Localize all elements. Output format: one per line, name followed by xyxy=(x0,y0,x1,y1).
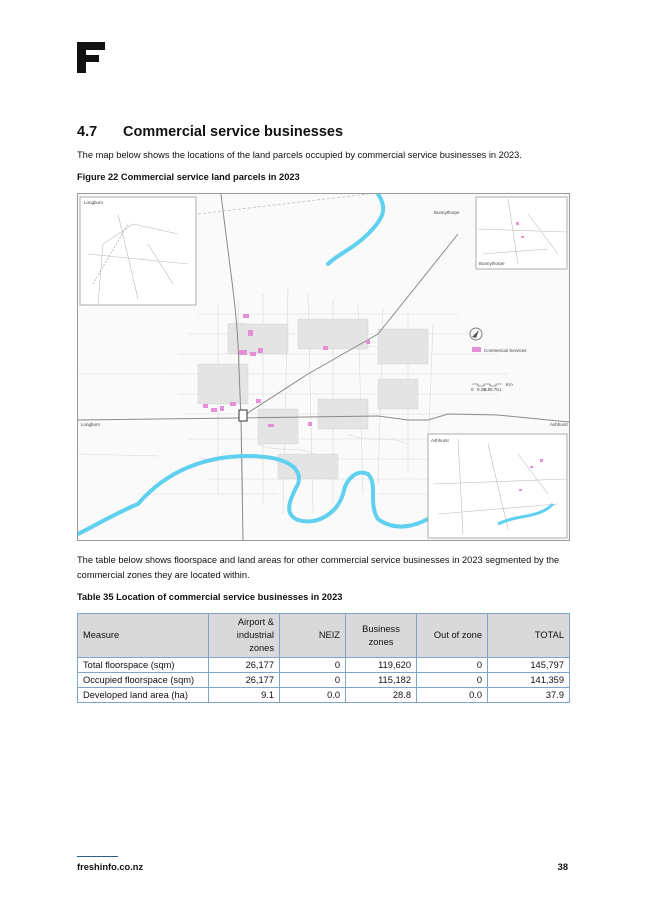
place-label-longburn: Longburn xyxy=(81,422,101,427)
table-cell: 9.1 xyxy=(209,688,280,703)
commercial-services-table xyxy=(77,613,570,703)
col-header-measure: Measure xyxy=(78,614,209,658)
legend-swatch-icon xyxy=(472,347,481,352)
intro-paragraph: The map below shows the locations of the land parcels occupied by commercial service businesses in 2023. xyxy=(77,150,522,160)
table-cell: 0 xyxy=(417,673,488,688)
table-cell: 28.8 xyxy=(346,688,417,703)
col-header-total: TOTAL xyxy=(488,614,570,658)
col-header-airport-industrial: Airport & industrial zones xyxy=(209,614,280,658)
table-cell: 119,620 xyxy=(346,658,417,673)
scale-unit: Km xyxy=(506,382,513,387)
footer-rule xyxy=(77,856,118,857)
scale-tick-2: 0.5 xyxy=(484,387,491,392)
table-cell: 145,797 xyxy=(488,658,570,673)
table-cell: 37.9 xyxy=(488,688,570,703)
inset-label-longburn: Longburn xyxy=(84,200,104,205)
table-header-row xyxy=(78,614,570,658)
figure-caption: Figure 22 Commercial service land parcels in 2023 xyxy=(77,172,300,182)
table-cell: 26,177 xyxy=(209,658,280,673)
table-cell: 0 xyxy=(417,658,488,673)
brand-logo xyxy=(77,42,105,73)
scale-tick-0: 0 xyxy=(471,387,474,392)
col-header-neiz: NEIZ xyxy=(280,614,346,658)
section-heading xyxy=(77,124,343,140)
place-label-ashhurst: Ashhurst xyxy=(550,422,568,427)
page-number: 38 xyxy=(557,862,568,872)
table-intro-paragraph: The table below shows floorspace and land areas for other commercial service businesses in 2023 segmented by the commercial zones they are located within. xyxy=(77,555,560,580)
inset-label-ashhurst: Ashhurst xyxy=(431,438,449,443)
section-title: Commercial service businesses xyxy=(123,124,344,140)
table-cell: Occupied floorspace (sqm) xyxy=(78,673,209,688)
col-header-out-of-zone: Out of zone xyxy=(417,614,488,658)
commercial-parcels-map xyxy=(77,193,570,541)
scale-tick-3: 0.75 xyxy=(490,387,499,392)
table-cell: 0 xyxy=(280,658,346,673)
table-row xyxy=(78,658,570,673)
table-cell: 0.0 xyxy=(280,688,346,703)
footer-site-link[interactable]: freshinfo.co.nz xyxy=(77,862,144,872)
scale-tick-1: 0.25 xyxy=(477,387,486,392)
table-cell: 115,182 xyxy=(346,673,417,688)
table-cell: 0 xyxy=(280,673,346,688)
section-number: 4.7 xyxy=(77,124,98,140)
col-header-business-zones: Business zones xyxy=(346,614,417,658)
inset-label-bunnythorpe: Bunnythorpe xyxy=(479,261,505,266)
table-cell: Developed land area (ha) xyxy=(78,688,209,703)
table-cell: Total floorspace (sqm) xyxy=(78,658,209,673)
table-caption: Table 35 Location of commercial service businesses in 2023 xyxy=(77,592,343,602)
legend-label: Commercial Services xyxy=(484,348,527,353)
scale-tick-4: 1 xyxy=(499,387,502,392)
place-label-bunnythorpe: Bunnythorpe xyxy=(434,210,460,215)
table-row xyxy=(78,688,570,703)
table-row xyxy=(78,673,570,688)
table-cell: 0.0 xyxy=(417,688,488,703)
table-cell: 26,177 xyxy=(209,673,280,688)
table-cell: 141,359 xyxy=(488,673,570,688)
